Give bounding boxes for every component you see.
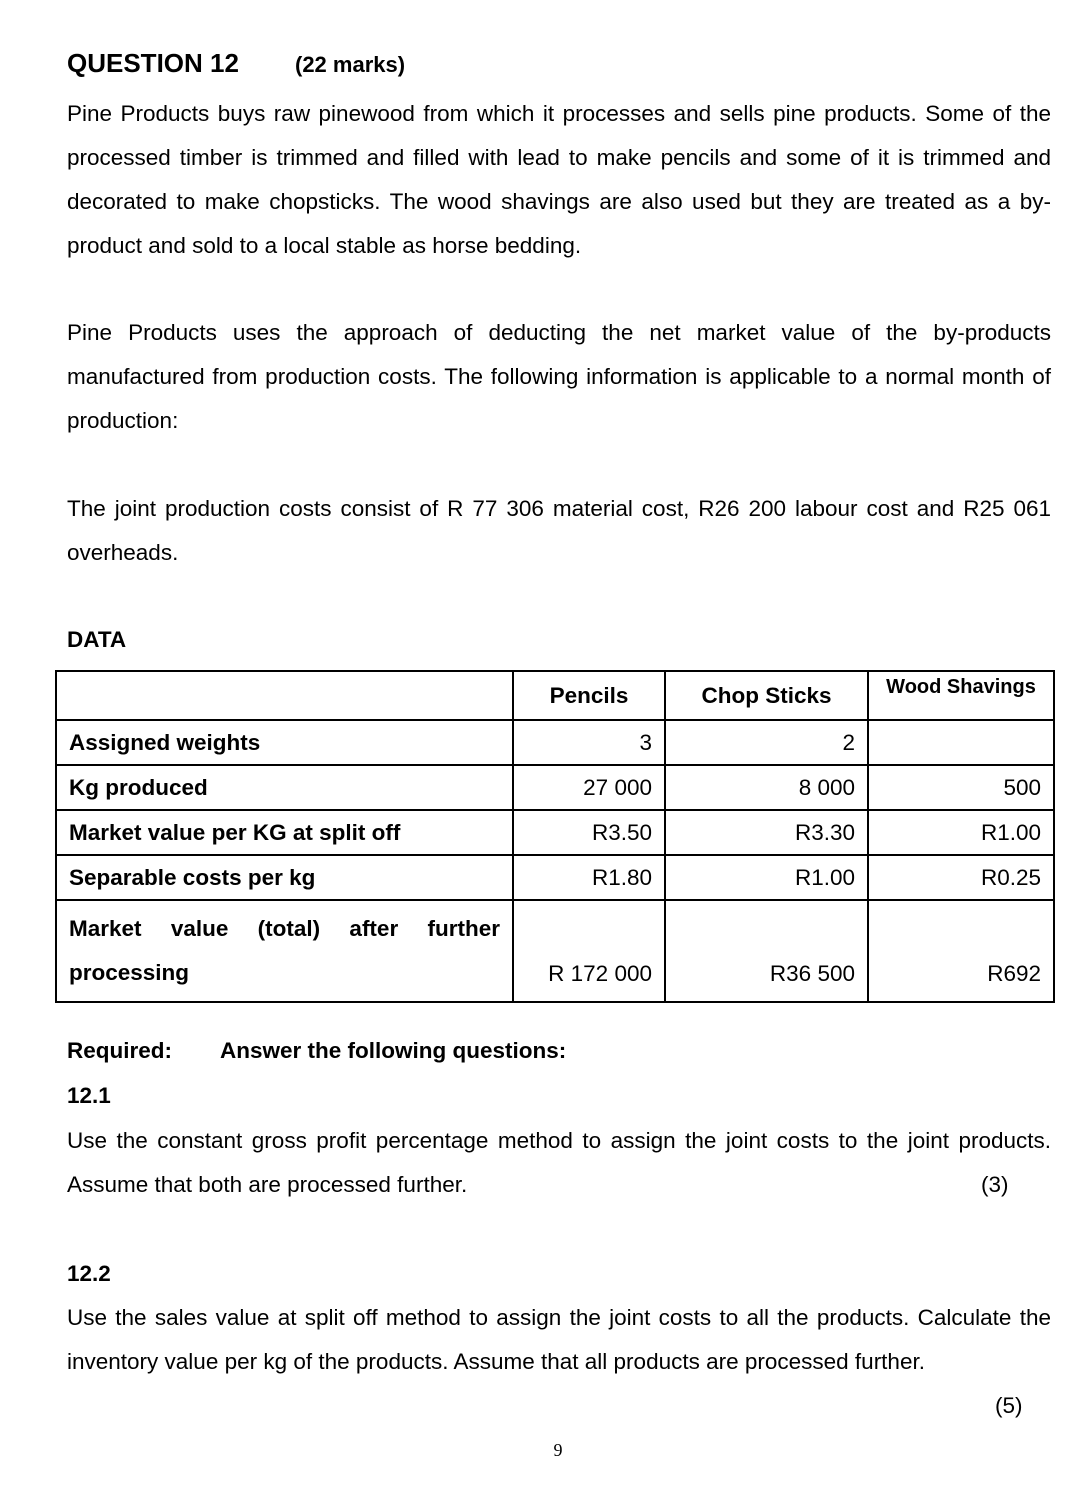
row-label-separable-costs: Separable costs per kg — [56, 855, 513, 900]
question-title: QUESTION 12 — [67, 48, 239, 78]
cell-pencils: R 172 000 — [513, 900, 665, 1002]
row-label-line-1: Market value (total) after further — [69, 916, 500, 941]
cell-chopsticks: R36 500 — [665, 900, 868, 1002]
header-pencils: Pencils — [513, 671, 665, 720]
table-row — [56, 900, 1054, 1002]
required-label: Required: — [67, 1038, 173, 1063]
cell-shavings: R692 — [868, 900, 1054, 1002]
cell-shavings: 500 — [868, 765, 1054, 810]
table-row — [56, 720, 1054, 765]
table-row — [56, 855, 1054, 900]
question-12-2-number: 12.2 — [67, 1261, 111, 1286]
cell-chopsticks: R1.00 — [665, 855, 868, 900]
cell-pencils: 3 — [513, 720, 665, 765]
cell-pencils: R3.50 — [513, 810, 665, 855]
cell-shavings: R1.00 — [868, 810, 1054, 855]
cell-chopsticks: 8 000 — [665, 765, 868, 810]
header-wood-shavings: Wood Shavings — [868, 671, 1054, 720]
question-12-1-number: 12.1 — [67, 1083, 111, 1108]
row-label-market-value-split-off: Market value per KG at split off — [56, 810, 513, 855]
cell-shavings: R0.25 — [868, 855, 1054, 900]
table-row — [56, 810, 1054, 855]
row-label-line-2: processing — [69, 960, 190, 985]
question-12-1-marks: (3) — [981, 1172, 1009, 1197]
question-12-1-text: Use the constant gross profit percentage method to assign the joint costs to the joint products. Assume that both are processed further. — [67, 1128, 1051, 1197]
table-header-row — [56, 671, 1054, 720]
cell-chopsticks: R3.30 — [665, 810, 868, 855]
cell-chopsticks: 2 — [665, 720, 868, 765]
header-empty — [56, 671, 513, 720]
required-text: Answer the following questions: — [220, 1038, 567, 1063]
row-label-assigned-weights: Assigned weights — [56, 720, 513, 765]
cell-shavings — [868, 720, 1054, 765]
table-row — [56, 765, 1054, 810]
cell-pencils: 27 000 — [513, 765, 665, 810]
header-chopsticks: Chop Sticks — [665, 671, 868, 720]
row-label-market-value-after-processing — [56, 900, 513, 1002]
question-12-2-text: Use the sales value at split off method to assign the joint costs to all the products. Calculate the inventory value per kg of the products. Assume that all products are processed further. — [67, 1305, 1051, 1374]
question-12-2-marks: (5) — [995, 1393, 1023, 1418]
question-marks: (22 marks) — [295, 52, 406, 77]
data-table — [55, 670, 1055, 1003]
intro-paragraph-2: Pine Products uses the approach of deducting the net market value of the by-products manufactured from production costs. The following information is applicable to a normal month of production: — [67, 320, 1051, 433]
data-heading: DATA — [67, 627, 127, 652]
intro-paragraph-1: Pine Products buys raw pinewood from which it processes and sells pine products. Some of the processed timber is trimmed and filled with lead to make pencils and some of it is trimmed and decorated to make chopsticks. The wood shavings are also used but they are treated as a by-product and sold to a local stable as horse bedding. — [67, 101, 1051, 258]
row-label-kg-produced: Kg produced — [56, 765, 513, 810]
intro-paragraph-3: The joint production costs consist of R 77 306 material cost, R26 200 labour cost and R25 061 overheads. — [67, 496, 1051, 565]
cell-pencils: R1.80 — [513, 855, 665, 900]
page-number: 9 — [553, 1440, 563, 1460]
